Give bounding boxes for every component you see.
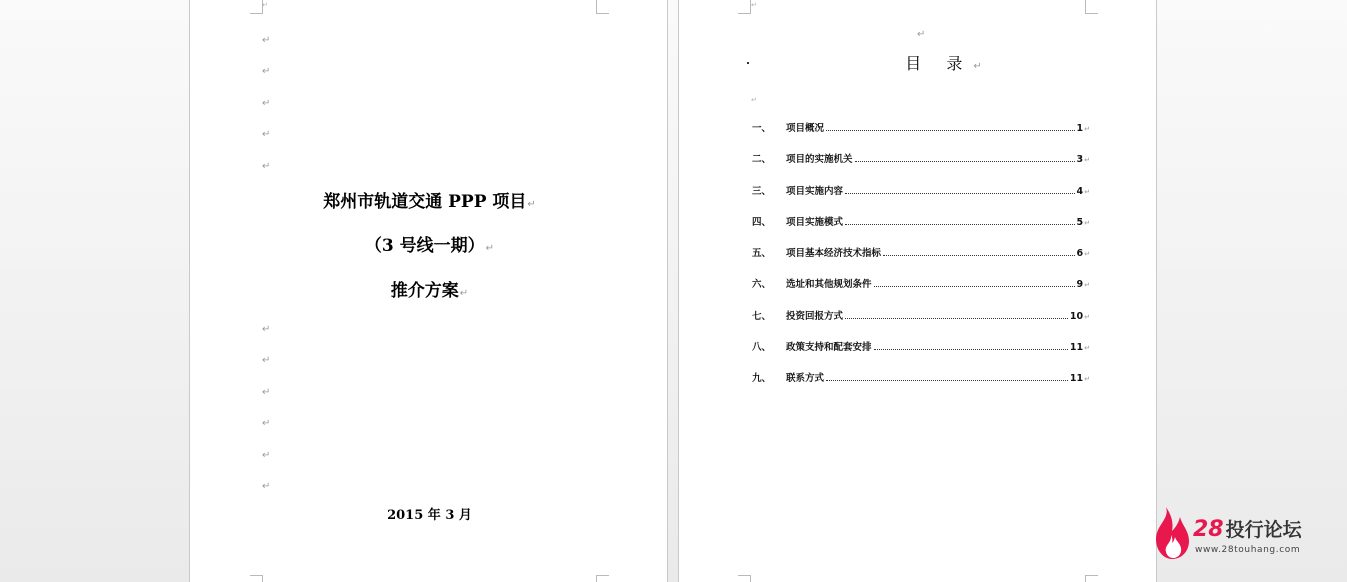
site-watermark-logo <box>1152 505 1327 563</box>
margin-corner-mark <box>596 575 609 582</box>
paragraph-mark: ↵ <box>262 387 271 398</box>
paragraph-mark: ↵ <box>262 450 271 461</box>
toc-item-page: 6 <box>1076 248 1084 260</box>
toc-leader-dots <box>855 160 1075 162</box>
line-end-mark: ↵ <box>1084 250 1090 259</box>
flame-icon <box>1152 505 1192 561</box>
paragraph-mark: ↵ <box>262 418 271 429</box>
toc-item[interactable] <box>752 245 1090 276</box>
line-end-mark: ↵ <box>1084 218 1090 227</box>
margin-corner-mark <box>738 0 751 14</box>
line-end-mark: ↵ <box>1084 156 1090 165</box>
toc-item-page: 9 <box>1076 279 1084 291</box>
toc-item-number: 九、 <box>752 373 772 385</box>
toc-leader-dots <box>845 192 1074 194</box>
cover-doc-type-text: 推介方案 <box>390 281 459 301</box>
logo-url: www.28touhang.com <box>1195 545 1301 555</box>
paragraph-mark: ↵ <box>262 481 271 492</box>
paragraph-mark: ↵ <box>917 29 926 40</box>
line-end-mark: ↵ <box>1084 187 1090 196</box>
document-page-toc[interactable] <box>678 0 1157 582</box>
toc-heading <box>679 55 1157 73</box>
toc-item[interactable] <box>752 370 1090 401</box>
toc-item[interactable] <box>752 120 1090 151</box>
paragraph-mark: ↵ <box>262 355 271 366</box>
cover-title-line-2 <box>190 236 668 256</box>
cover-subtitle-text: （3 号线一期） <box>364 236 485 256</box>
toc-item-title: 项目基本经济技术指标 <box>786 248 882 260</box>
toc-item-page: 11 <box>1069 342 1084 354</box>
toc-leader-dots <box>845 317 1068 319</box>
toc-item-number: 二、 <box>752 154 772 166</box>
toc-item[interactable] <box>752 214 1090 245</box>
toc-leader-dots <box>883 254 1074 256</box>
line-end-mark: ↵ <box>1084 125 1090 133</box>
toc-item[interactable] <box>752 308 1090 339</box>
toc-item[interactable] <box>752 151 1090 182</box>
paragraph-mark: ↵ <box>262 98 271 109</box>
toc-item-title: 政策支持和配套安排 <box>786 342 872 354</box>
toc-list <box>752 120 1090 402</box>
toc-item[interactable] <box>752 339 1090 370</box>
paragraph-mark: ↵ <box>262 66 271 77</box>
paragraph-mark: ↵ <box>751 1 757 9</box>
toc-item-number: 三、 <box>752 185 772 197</box>
toc-item-page: 11 <box>1069 373 1084 385</box>
margin-corner-mark <box>250 575 263 582</box>
toc-item-page: 4 <box>1076 185 1084 197</box>
toc-item-page: 10 <box>1069 310 1084 322</box>
toc-item-number: 五、 <box>752 248 772 260</box>
line-end-mark: ↵ <box>1084 312 1090 321</box>
paragraph-mark: ↵ <box>262 161 271 172</box>
cover-date: 2015 年 3 月 <box>387 508 472 523</box>
line-end-mark: ↵ <box>1084 281 1090 290</box>
toc-item-number: 六、 <box>752 279 772 291</box>
toc-item[interactable] <box>752 183 1090 214</box>
paragraph-mark: ↵ <box>973 61 982 72</box>
margin-corner-mark <box>1085 575 1098 582</box>
toc-item-title: 项目实施模式 <box>786 216 844 228</box>
toc-item-title: 项目概况 <box>786 123 825 134</box>
toc-leader-dots <box>874 285 1075 287</box>
paragraph-mark: ↵ <box>459 288 469 299</box>
margin-corner-mark <box>596 0 609 14</box>
paragraph-mark: ↵ <box>262 1 268 9</box>
toc-leader-dots <box>845 223 1074 225</box>
line-end-mark: ↵ <box>1084 375 1090 384</box>
toc-leader-dots <box>826 129 1074 131</box>
toc-item-number: 八、 <box>752 342 772 354</box>
paragraph-mark: ↵ <box>751 96 757 104</box>
toc-leader-dots <box>874 348 1068 350</box>
toc-item-number: 七、 <box>752 310 772 322</box>
paragraph-mark: ↵ <box>485 243 495 254</box>
margin-corner-mark <box>738 575 751 582</box>
toc-item-title: 选址和其他规划条件 <box>786 279 872 291</box>
toc-item-page: 3 <box>1076 154 1084 166</box>
cover-title-text: 郑州市轨道交通 PPP 项目 <box>323 192 527 212</box>
toc-item-number: 一、 <box>752 123 772 134</box>
toc-heading-text: 目 录 <box>905 54 973 73</box>
toc-item-page: 5 <box>1076 216 1084 228</box>
toc-item-number: 四、 <box>752 216 772 228</box>
toc-leader-dots <box>826 379 1068 381</box>
logo-name: 投行论坛 <box>1225 519 1302 541</box>
cover-title-line-3 <box>190 281 668 301</box>
logo-number: 28 <box>1193 517 1224 542</box>
toc-item-title: 项目实施内容 <box>786 185 844 197</box>
cover-title-line-1 <box>190 192 668 212</box>
paragraph-mark: ↵ <box>262 324 271 335</box>
toc-item-title: 联系方式 <box>786 373 825 385</box>
paragraph-mark: ↵ <box>527 199 536 210</box>
document-page-cover[interactable] <box>189 0 668 582</box>
toc-item[interactable] <box>752 276 1090 307</box>
margin-corner-mark <box>1085 0 1098 14</box>
line-end-mark: ↵ <box>1084 344 1090 353</box>
toc-item-title: 项目的实施机关 <box>786 154 853 166</box>
toc-item-title: 投资回报方式 <box>786 310 844 322</box>
paragraph-mark: ↵ <box>262 129 271 140</box>
logo-brand <box>1193 517 1302 543</box>
toc-item-page: 1 <box>1076 123 1084 134</box>
paragraph-mark: ↵ <box>262 35 271 46</box>
